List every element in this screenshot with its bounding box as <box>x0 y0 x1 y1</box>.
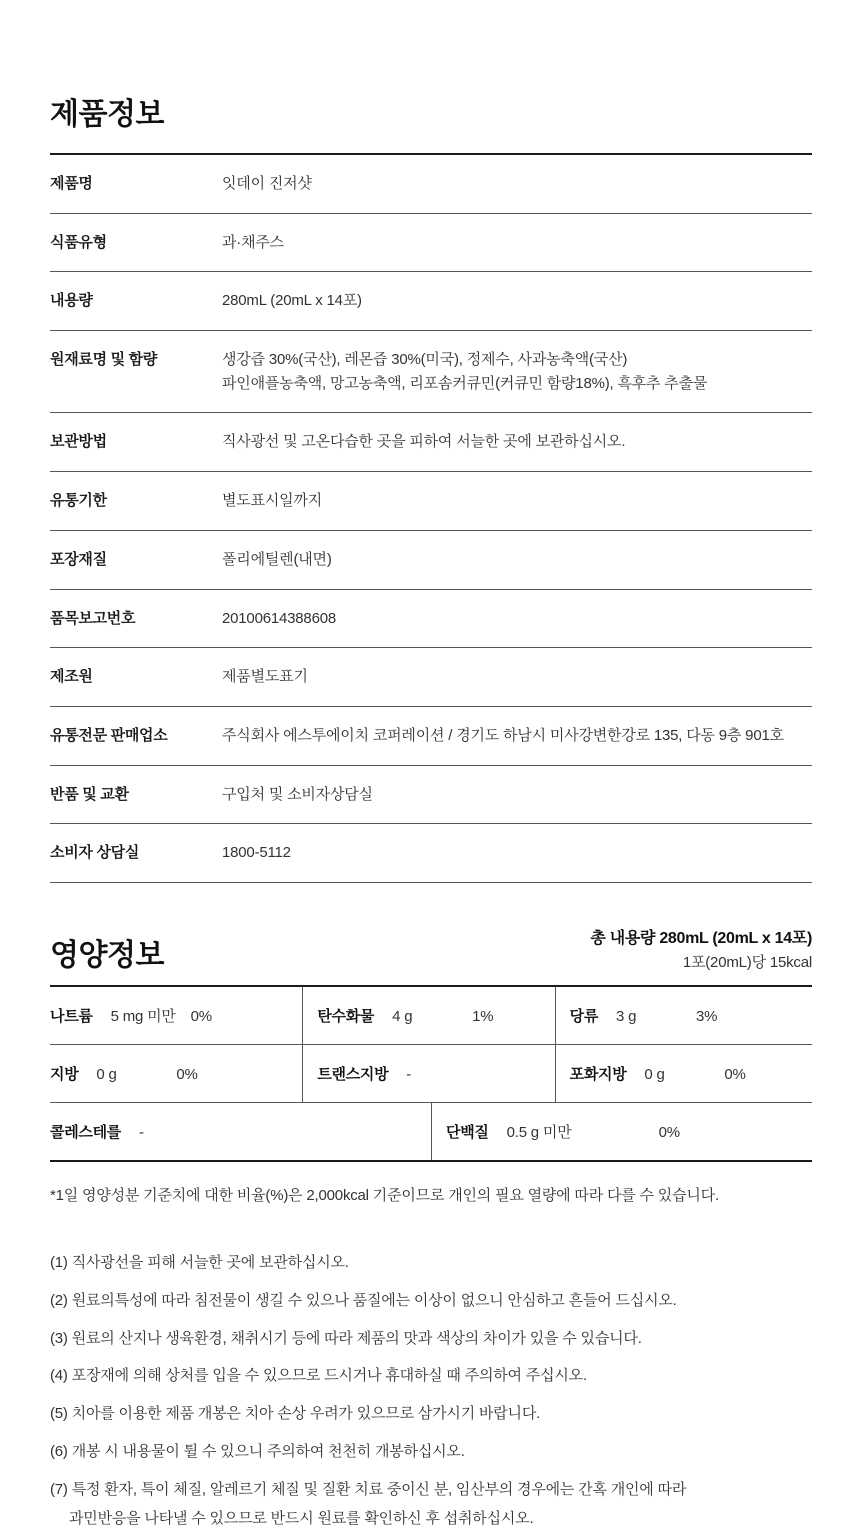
expiry-row <box>50 472 812 531</box>
nutrient-label: 탄수화물 <box>317 1007 375 1025</box>
caution-notes <box>50 1249 812 1533</box>
nutrient-percent: 1% <box>472 1007 494 1025</box>
nutrition-row <box>50 1103 812 1160</box>
nutrient-percent: 0% <box>176 1065 198 1083</box>
nutrient-amount: 4 g <box>392 1007 413 1025</box>
info-row-label: 품목보고번호 <box>50 609 136 627</box>
info-row-value: 폴리에틸렌(내면) <box>222 550 332 568</box>
info-row-value: 주식회사 에스투에이치 코퍼레이션 / 경기도 하남시 미사강변한강로 135, 다동 9층 901호 <box>222 726 784 744</box>
info-row-label: 포장재질 <box>50 550 107 568</box>
info-row-label: 유통전문 판매업소 <box>50 726 168 744</box>
nutrient-label: 단백질 <box>446 1123 489 1141</box>
info-row-label: 보관방법 <box>50 433 107 451</box>
manufacturer-row <box>50 648 812 707</box>
nutrition-title: 영양정보 <box>50 938 164 972</box>
info-row-value: 과·채주스 <box>222 233 284 251</box>
info-row-label: 반품 및 교환 <box>50 785 129 803</box>
note-item: (3) 원료의 산지나 생육환경, 채취시기 등에 따라 제품의 맛과 색상의 차이가 있을 수 있습니다. <box>50 1329 642 1347</box>
nutrient-amount: 5 mg 미만 <box>110 1007 176 1025</box>
daily-value-footnote: *1일 영양성분 기준치에 대한 비율(%)은 2,000kcal 기준이므로 개인의 필요 열량에 따라 다를 수 있습니다. <box>50 1186 719 1204</box>
info-row-label: 원재료명 및 함량 <box>50 351 158 369</box>
product-name-row <box>50 155 812 214</box>
note-item: (2) 원료의특성에 따라 침전물이 생길 수 있으나 품질에는 이상이 없으니 안심하고 흔들어 드십시오. <box>50 1291 677 1309</box>
nutrient-amount: 3 g <box>616 1007 637 1025</box>
info-row-label: 제조원 <box>50 668 93 686</box>
cholesterol-cell <box>50 1103 431 1160</box>
nutrient-label: 지방 <box>50 1065 79 1083</box>
nutrient-percent: 0% <box>190 1007 212 1025</box>
food-type-row <box>50 214 812 273</box>
note-item: (1) 직사광선을 피해 서늘한 곳에 보관하십시오. <box>50 1253 349 1271</box>
nutrient-label: 콜레스테를 <box>50 1123 121 1141</box>
info-row-label: 제품명 <box>50 175 93 192</box>
sugars-cell <box>555 987 812 1044</box>
report-number-row <box>50 590 812 649</box>
returns-row <box>50 766 812 825</box>
nutrient-percent: 3% <box>696 1007 718 1025</box>
per-serving-kcal-line: 1포(20mL)당 15kcal <box>682 953 812 971</box>
nutrition-row <box>50 1045 812 1103</box>
nutrient-amount: 0 g <box>644 1065 665 1083</box>
saturated-fat-cell <box>555 1045 812 1102</box>
nutrient-percent: 0% <box>658 1123 680 1141</box>
nutrition-header <box>50 925 812 972</box>
info-row-value: 별도표시일까지 <box>222 492 323 510</box>
note-item: (7) 특정 환자, 특이 체질, 알레르기 체질 및 질환 치료 중이신 분, 임산부의 경우에는 간혹 개인에 따라 과민반응을 나타낼 수 있으므로 반드시 원료를 확인하신 후 섭취하십시오. <box>50 1480 687 1527</box>
nutrient-amount: 0.5 g 미만 <box>506 1123 572 1141</box>
nutrient-label: 포화지방 <box>569 1065 627 1083</box>
customer-service-row <box>50 824 812 883</box>
packaging-row <box>50 531 812 590</box>
info-row-value: 20100614388608 <box>222 609 336 627</box>
nutrition-row <box>50 987 812 1045</box>
info-row-value: 생강즙 30%(국산), 레몬즙 30%(미국), 정제수, 사과농축액(국산) 파인애플농축액, 망고농축액, 리포솜커큐민(커큐민 함량18%), 흑후추 추출물 <box>222 351 708 392</box>
info-row-value: 구입처 및 소비자상담실 <box>222 785 373 803</box>
nutrient-label: 당류 <box>569 1007 599 1025</box>
info-row-label: 유통기한 <box>50 492 107 510</box>
sodium-cell <box>50 987 302 1044</box>
nutrition-table <box>50 985 812 1162</box>
nutrient-label: 나트륨 <box>50 1007 93 1025</box>
note-item: (5) 치아를 이용한 제품 개봉은 치아 손상 우려가 있으므로 삼가시기 바랍니다. <box>50 1405 541 1423</box>
nutrition-totals <box>590 925 812 972</box>
product-info-title: 제품정보 <box>50 98 164 131</box>
trans-fat-cell <box>302 1045 554 1102</box>
distributor-row <box>50 707 812 766</box>
info-row-value: 1800-5112 <box>222 844 291 862</box>
nutrient-amount: 0 g <box>96 1065 117 1083</box>
carbohydrate-cell <box>302 987 554 1044</box>
note-item: (6) 개봉 시 내용물이 튈 수 있으니 주의하여 천천히 개봉하십시오. <box>50 1442 465 1460</box>
info-row-label: 내용량 <box>50 292 93 310</box>
info-row-value: 직사광선 및 고온다습한 곳을 피하여 서늘한 곳에 보관하십시오. <box>222 433 626 451</box>
ingredients-row <box>50 331 812 413</box>
nutrient-amount: - <box>138 1123 144 1141</box>
info-row-value: 제품별도표기 <box>222 668 308 686</box>
info-row-label: 식품유형 <box>50 233 107 251</box>
info-row-value: 280mL (20mL x 14포) <box>222 292 362 310</box>
total-volume-line: 총 내용량 280mL (20mL x 14포) <box>590 929 812 947</box>
fat-cell <box>50 1045 302 1102</box>
storage-row <box>50 413 812 472</box>
info-row-value: 잇데이 진저샷 <box>222 175 312 192</box>
product-info-table <box>50 153 812 883</box>
info-row-label: 소비자 상담실 <box>50 844 140 862</box>
nutrient-amount: - <box>406 1065 412 1083</box>
volume-row <box>50 272 812 331</box>
note-item: (4) 포장재에 의해 상처를 입을 수 있으므로 드시거나 휴대하실 때 주의하여 주십시오. <box>50 1367 587 1385</box>
protein-cell <box>431 1103 812 1160</box>
nutrient-percent: 0% <box>724 1065 746 1083</box>
nutrient-label: 트랜스지방 <box>317 1065 389 1083</box>
